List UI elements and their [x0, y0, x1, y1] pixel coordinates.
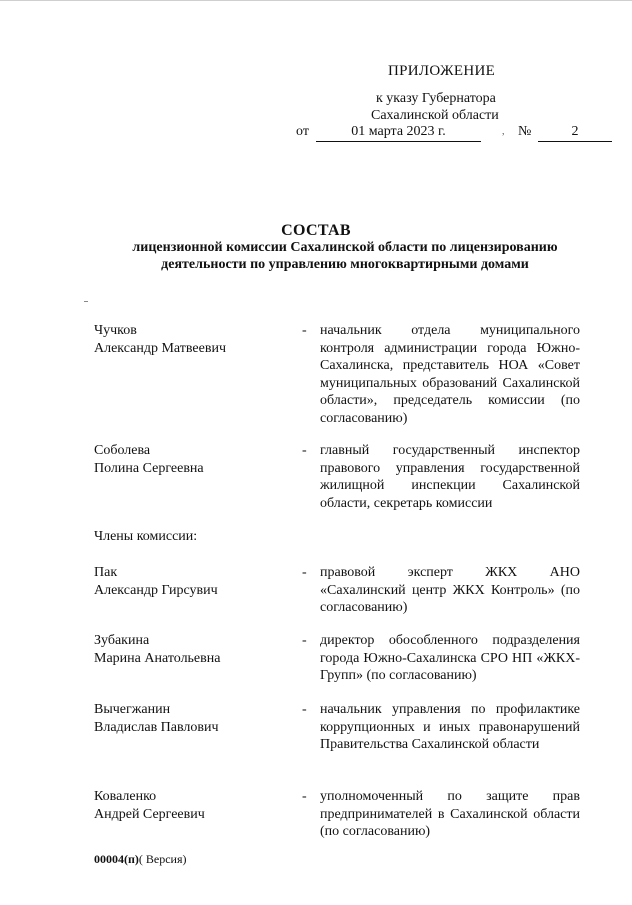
- member-role: правовой эксперт ЖКХ АНО «Сахалинский центр ЖКХ Контроль» (по согласованию): [320, 565, 580, 615]
- member-dash: -: [302, 565, 307, 580]
- entry-role: главный государственный инспектор правового управления государственной жилищной инспекции Сахалинской области, секретарь комиссии: [320, 443, 580, 511]
- member-name: [94, 701, 219, 736]
- decree-number: 2: [538, 124, 612, 142]
- decree-date: 01 марта 2023 г.: [316, 124, 481, 142]
- footer-document-code: [94, 852, 187, 867]
- entry-name: [94, 322, 226, 357]
- member-name: [94, 788, 205, 823]
- member-given-name: Александр Гирсувич: [94, 582, 218, 598]
- footer-code: 00004(п): [94, 852, 139, 866]
- members-label: Члены комиссии:: [94, 529, 198, 544]
- document-title: СОСТАВ: [281, 222, 351, 239]
- scan-edge-line: [0, 0, 632, 1]
- entry-given-name: Полина Сергеевна: [94, 460, 204, 476]
- member-name: [94, 632, 220, 667]
- member-surname: Вычегжанин: [94, 702, 171, 717]
- member-given-name: Владислав Павлович: [94, 719, 219, 735]
- member-dash: -: [302, 789, 307, 804]
- document-subtitle-line1: лицензионной комиссии Сахалинской области по лицензированию: [132, 240, 558, 255]
- document-subtitle-line2: деятельности по управлению многоквартирными домами: [161, 257, 529, 272]
- date-prefix: от: [296, 124, 309, 139]
- entry-surname: Чучков: [94, 323, 137, 338]
- decree-reference-line1: к указу Губернатора: [376, 91, 496, 106]
- scan-speck: [84, 301, 88, 302]
- member-dash: -: [302, 702, 307, 717]
- entry-role: начальник отдела муниципального контроля администрации города Южно-Сахалинска, представитель НОА «Совет муниципальных образований Сахалинской области», председатель комиссии (по согласованию): [320, 323, 580, 426]
- scan-mark: ,: [502, 126, 505, 137]
- member-given-name: Андрей Сергеевич: [94, 806, 205, 822]
- decree-reference-line2: Сахалинской области: [371, 108, 499, 123]
- member-role: начальник управления по профилактике коррупционных и иных правонарушений Правительства Сахалинской области: [320, 702, 580, 752]
- number-prefix: №: [518, 124, 532, 139]
- entry-given-name: Александр Матвеевич: [94, 340, 226, 356]
- entry-name: [94, 442, 204, 477]
- appendix-title: ПРИЛОЖЕНИЕ: [388, 63, 496, 79]
- member-dash: -: [302, 633, 307, 648]
- entry-dash: -: [302, 443, 307, 458]
- entry-dash: -: [302, 323, 307, 338]
- entry-surname: Соболева: [94, 443, 151, 458]
- member-surname: Пак: [94, 565, 118, 580]
- member-given-name: Марина Анатольевна: [94, 650, 221, 666]
- member-name: [94, 564, 218, 599]
- member-surname: Зубакина: [94, 633, 150, 648]
- member-surname: Коваленко: [94, 789, 157, 804]
- member-role: директор обособленного подразделения города Южно-Сахалинска СРО НП «ЖКХ- Групп» (по согласованию): [320, 633, 580, 683]
- footer-version: ( Версия): [138, 852, 187, 866]
- member-role: уполномоченный по защите прав предпринимателей в Сахалинской области (по согласованию): [320, 789, 580, 839]
